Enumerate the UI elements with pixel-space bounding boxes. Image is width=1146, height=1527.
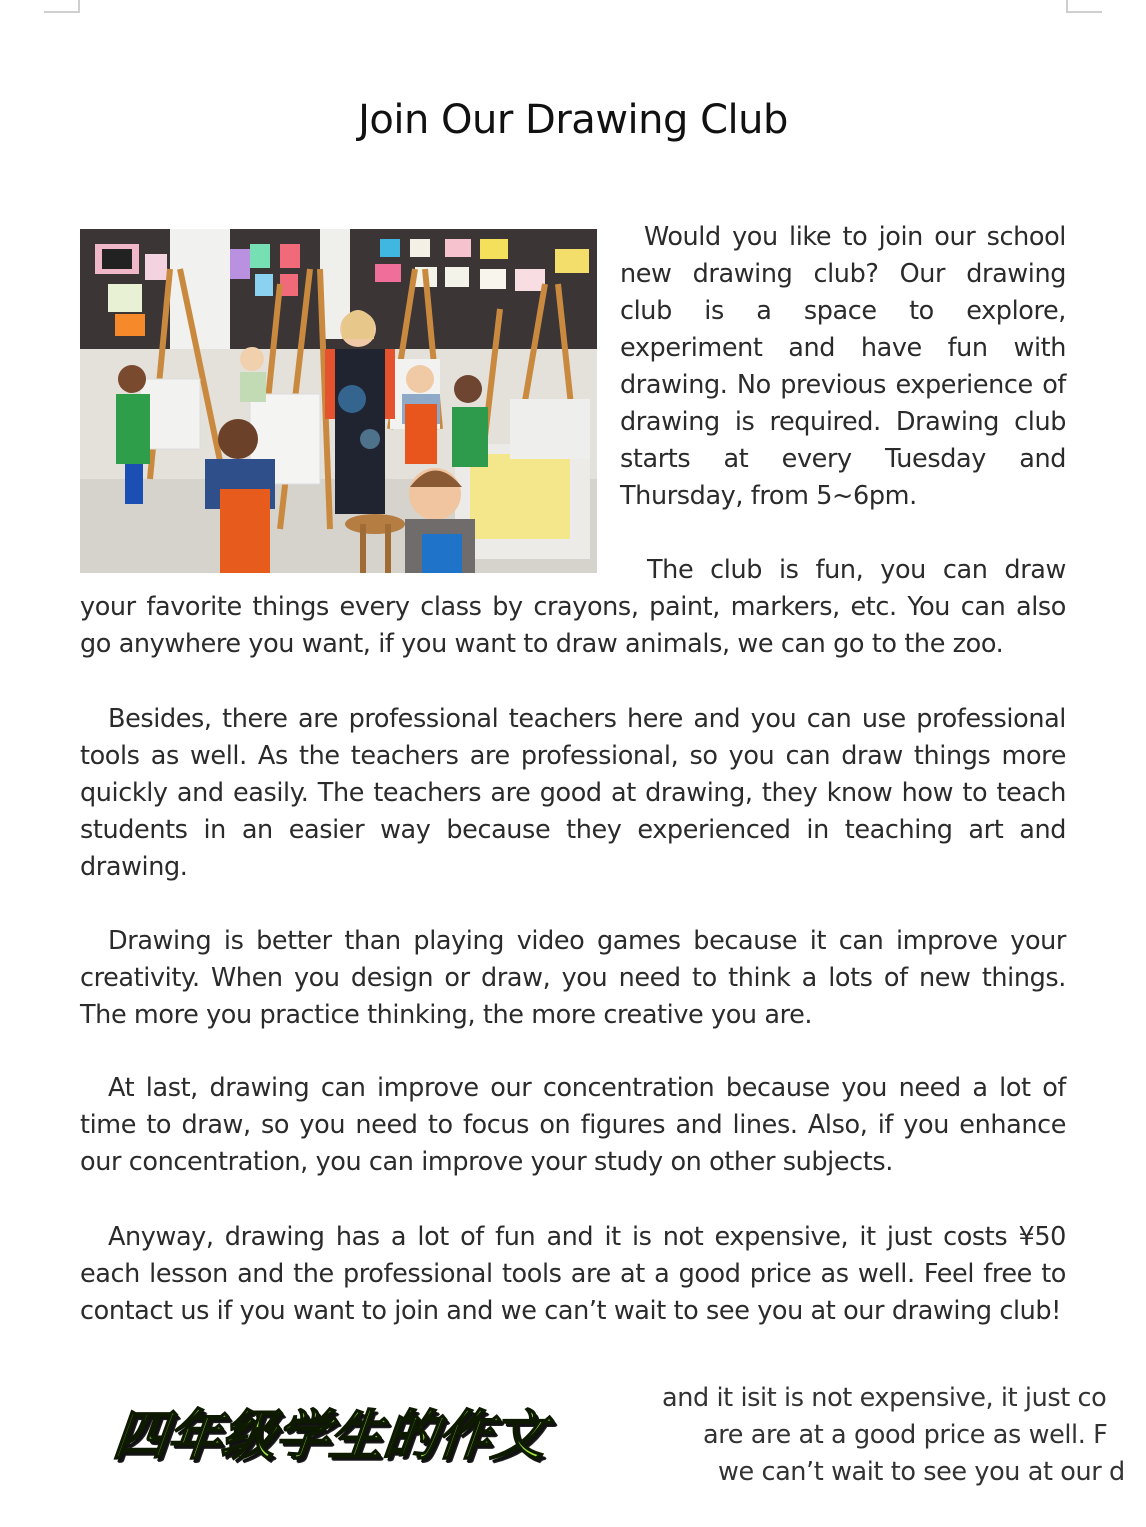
overflow-line: are are at a good price as well. F bbox=[703, 1420, 1108, 1450]
paragraph-creativity: Drawing is better than playing video games because it can improve your creativity. When you design or draw, you need to think a lots of new things. The more you practice thinking, the more creative you are. bbox=[80, 926, 1066, 1030]
paragraph-fun: The club is fun, you can draw your favorite things every class by crayons, paint, markers, etc. You can also go anywhere you want, if you want to draw animals, we can go to the zoo. bbox=[80, 555, 1066, 659]
overflow-line: and it isit is not expensive, it just co bbox=[662, 1383, 1107, 1413]
paragraph-intro: Would you like to join our school new drawing club? Our drawing club is a space to explore, experiment and have fun with drawing. No previous experience of drawing is required. Drawing club starts at every Tuesday and Thursday, from 5~6pm. bbox=[620, 222, 1066, 511]
paragraph-concentration: At last, drawing can improve our concentration because you need a lot of time to draw, so you need to focus on figures and lines. Also, if you enhance our concentration, you can improve your study on other subjects. bbox=[80, 1073, 1066, 1177]
overflow-line: we can’t wait to see you at our d bbox=[718, 1457, 1125, 1487]
overflow-text-fragment bbox=[640, 1380, 1146, 1491]
page-corner-mark-right bbox=[1066, 0, 1102, 13]
overlay-caption: 四年级学生的作文 bbox=[110, 1404, 549, 1467]
document-title: Join Our Drawing Club bbox=[358, 96, 788, 143]
paragraph-teachers: Besides, there are professional teachers here and you can use professional tools as well. As the teachers are professional, so you can draw things more quickly and easily. The teachers are good at drawing, they know how to teach students in an easier way because they experienced in teaching art and drawing. bbox=[80, 704, 1066, 882]
photo-image-icon bbox=[80, 229, 597, 573]
art-class-photo bbox=[80, 229, 597, 573]
paragraph-conclusion: Anyway, drawing has a lot of fun and it is not expensive, it just costs ¥50 each lesson and the professional tools are at a good price as well. Feel free to contact us if you want to join and we can’t wait to see you at our drawing club! bbox=[80, 1222, 1066, 1326]
page-corner-mark-left bbox=[44, 0, 80, 13]
